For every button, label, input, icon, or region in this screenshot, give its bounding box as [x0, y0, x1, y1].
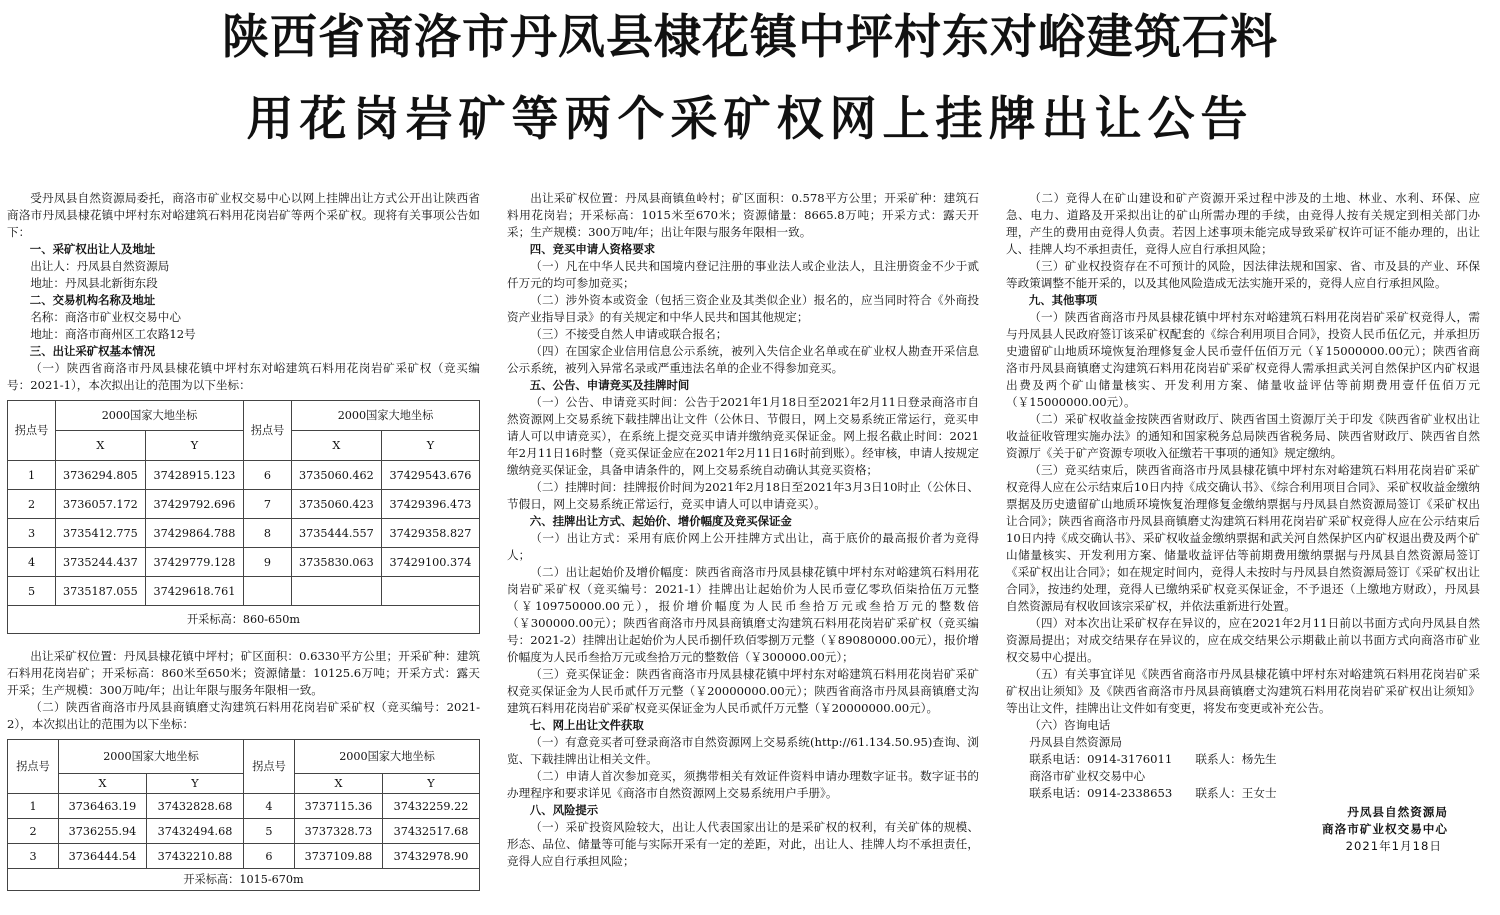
section-9-item-2: （二）采矿权收益金按陕西省财政厅、陕西省国土资源厅关于印发《陕西省矿业权出让收益征收管理实施办法》的通知和国家税务总局陕西省税务局、陕西省财政厅、陕西省自然资源厅《关于矿产资源专项收入征缴若干事项的通知》规定缴纳。 [1006, 412, 1480, 460]
section-3-heading: 三、出让采矿权基本情况 [29, 344, 156, 358]
cell: 37432259.22 [382, 794, 479, 819]
section-4-item-3: （三）不接受自然人申请或联合报名； [530, 327, 728, 341]
cell: 3735060.423 [291, 490, 381, 519]
cell: 4 [243, 794, 294, 819]
cell: 3735244.437 [56, 548, 146, 577]
header-x: X [291, 431, 381, 461]
contact-2-phone: 联系电话：0914-2338653 联系人：王女士 [1029, 786, 1277, 800]
cell: 1 [8, 461, 56, 490]
header-system: 2000国家大地坐标 [291, 401, 479, 431]
intro-paragraph: 受丹凤县自然资源局委托，商洛市矿业权交易中心以网上挂牌出让方式公开出让陕西省商洛市丹凤县棣花镇中坪村东对峪建筑石料用花岗岩矿等两个采矿权。现将有关事项公告如下： [7, 191, 480, 239]
section-8-heading: 八、风险提示 [529, 803, 599, 817]
cell: 1 [8, 794, 59, 819]
contact-2-org: 商洛市矿业权交易中心 [1029, 769, 1146, 783]
transferor-address: 地址：丹凤县北新街东段 [30, 276, 158, 290]
cell: 37429543.676 [381, 461, 479, 490]
section-9-item-4: （四）对本次出让采矿权存在异议的，应在2021年2月11日前以书面方式向丹凤县自然资源局提出；对成交结果存在异议的，应在成交结果公示期截止前以书面方式向商洛市矿业权交易中心提出。 [1006, 616, 1480, 664]
contact-1-org: 丹凤县自然资源局 [1029, 735, 1122, 749]
section-7-item-2: （二）申请人首次参加竞买，须携带相关有效证件资料申请办理数字证书。数字证书的办理程序和要求详见《商洛市自然资源网上交易系统用户手册》。 [507, 769, 979, 800]
table-row [8, 519, 480, 548]
header-point: 拐点号 [8, 740, 59, 794]
header-point: 拐点号 [243, 740, 294, 794]
section-9-item-5: （五）有关事宜详见《陕西省商洛市丹凤县棣花镇中坪村东对峪建筑石料用花岗岩矿采矿权出让须知》及《陕西省商洛市丹凤县商镇磨丈沟建筑石料用花岗岩矿采矿权出让须知》等出让文件，挂牌出让文件如有变更，将发布变更或补充公告。 [1006, 667, 1480, 715]
cell: 37432494.68 [146, 819, 243, 844]
table-row [8, 794, 480, 819]
cell: 4 [8, 548, 56, 577]
cell: 7 [243, 490, 291, 519]
section-5-heading: 五、公告、申请竞买及挂牌时间 [529, 378, 690, 392]
cell: 3737115.36 [294, 794, 382, 819]
cell [243, 577, 291, 606]
section-6-item-1: （一）出让方式：采用有底价网上公开挂牌方式出让，高于底价的最高报价者为竞得人； [507, 531, 979, 562]
cell: 3735412.775 [56, 519, 146, 548]
transferor-name: 出让人：丹凤县自然资源局 [30, 259, 170, 273]
header-x: X [294, 774, 382, 794]
column-1 [7, 190, 480, 897]
header-x: X [56, 431, 146, 461]
mine-2-intro: （二）陕西省商洛市丹凤县商镇磨丈沟建筑石料用花岗岩矿采矿权（竞买编号：2021-2），本次拟出让的范围为以下坐标： [7, 700, 480, 731]
header-y: Y [146, 774, 243, 794]
cell: 37432210.88 [146, 844, 243, 869]
cell: 37428915.123 [145, 461, 243, 490]
coordinate-table-2 [7, 739, 480, 891]
cell: 37429396.473 [381, 490, 479, 519]
section-9-heading: 九、其他事项 [1028, 293, 1098, 307]
section-8-item-2: （二）竞得人在矿山建设和矿产资源开采过程中涉及的土地、林业、水利、环保、应急、电力、道路及开采拟出让的矿山所需办理的手续，由竞得人按有关规定到相关部门办理，产生的费用由竞得人负责。若因上述事项未能完成导致采矿权许可证不能办理的，出让人、挂牌人均不承担责任，竞得人应自行承担风险； [1006, 191, 1480, 256]
coordinate-table-1 [7, 400, 480, 634]
cell: 3736057.172 [56, 490, 146, 519]
cell: 37429864.788 [145, 519, 243, 548]
table-row [8, 490, 480, 519]
cell: 3736294.805 [56, 461, 146, 490]
cell: 3736463.19 [59, 794, 147, 819]
cell: 3 [8, 844, 59, 869]
header-y: Y [381, 431, 479, 461]
cell: 37432517.68 [382, 819, 479, 844]
section-7-item-1: （一）有意竞买者可登录商洛市自然资源网上交易系统(http://61.134.50.95)查询、浏览、下载挂牌出让相关文件。 [507, 735, 979, 766]
agency-address: 地址：商洛市商州区工农路12号 [30, 327, 196, 341]
section-2-heading: 二、交易机构名称及地址 [29, 293, 156, 307]
section-6-item-2: （二）出让起始价及增价幅度：陕西省商洛市丹凤县棣花镇中坪村东对峪建筑石料用花岗岩矿采矿权（竞买编号：2021-1）挂牌出让起始价为人民币壹亿零玖佰柒拾伍万元整（￥109750000.00元），报价增价幅度为人民币叁拾万元或叁拾万元的整数倍（￥300000.00元）；陕西省商洛市丹凤县商镇磨丈沟建筑石料用花岗岩矿采矿权（竞买编号：2021-2）挂牌出让起始价为人民币捌仟玖佰零捌万元整（￥89080000.00元），报价增价幅度为人民币叁拾万元或叁拾万元的整数倍（￥300000.00元）； [507, 565, 979, 664]
cell: 6 [243, 844, 294, 869]
cell: 3737109.88 [294, 844, 382, 869]
signature-1: 丹凤县自然资源局 [1347, 805, 1448, 819]
agency-name: 名称：商洛市矿业权交易中心 [30, 310, 181, 324]
section-9-item-1: （一）陕西省商洛市丹凤县棣花镇中坪村东对峪建筑石料用花岗岩矿采矿权竞得人，需与丹凤县人民政府签订该采矿权配套的《综合利用项目合同》，投资人民币伍亿元，并承担历史遗留矿山地质环境恢复治理修复金人民币壹仟伍佰万元（￥15000000.00元）；陕西省商洛市丹凤县商镇磨丈沟建筑石料用花岗岩矿采矿权竞得人需承担武关河自然保护区内矿权退出费及两个矿山储量核实、开发利用方案、储量收益评估等前期费用壹仟伍佰万元（￥15000000.00元）。 [1006, 310, 1480, 409]
mine-1-intro: （一）陕西省商洛市丹凤县棣花镇中坪村东对峪建筑石料用花岗岩矿采矿权（竞买编号：2021-1），本次拟出让的范围为以下坐标： [7, 361, 480, 392]
cell: 37432828.68 [146, 794, 243, 819]
cell: 3 [8, 519, 56, 548]
title-line-2: 用花岗岩矿等两个采矿权网上挂牌出让公告 [246, 92, 1254, 147]
section-1-heading: 一、采矿权出让人及地址 [29, 242, 156, 256]
contact-1-phone: 联系电话：0914-3176011 联系人：杨先生 [1029, 752, 1277, 766]
section-9-item-3: （三）竞买结束后，陕西省商洛市丹凤县棣花镇中坪村东对峪建筑石料用花岗岩矿采矿权竞得人应在公示结束后10日内持《成交确认书》、《综合利用项目合同》、采矿权收益金缴纳票据及历史遗留矿山地质环境恢复治理修复金缴纳票据与丹凤县自然资源局签订《采矿权出让合同》；陕西省商洛市丹凤县商镇磨丈沟建筑石料用花岗岩矿采矿权竞得人应在公示结束后10日内持《成交确认书》、采矿权收益金缴纳票据和武关河自然保护区内矿权退出费及两个矿山储量核实、开发利用方案、储量收益评估等前期费用缴纳票据与丹凤县自然资源局签订《采矿权出让合同》；如在规定时间内，竞得人未按时与丹凤县自然资源局签订《采矿权出让合同》，按违约处理，竞得人已缴纳采矿权竞买保证金，不予退还（上缴地方财政），丹凤县自然资源局有权收回该宗采矿权，并依法重新进行处置。 [1006, 463, 1480, 613]
header-system: 2000国家大地坐标 [56, 401, 244, 431]
cell [291, 577, 381, 606]
section-4-item-4: （四）在国家企业信用信息公示系统，被列入失信企业名单或在矿业权人勘查开采信息公示系统，被列入异常名录或严重违法名单的企业不得参加竞买。 [507, 344, 979, 375]
cell: 3737328.73 [294, 819, 382, 844]
table-row [8, 844, 480, 869]
section-8-item-1: （一）采矿投资风险较大，出让人代表国家出让的是采矿权的权利，有关矿体的规模、形态、品位、储量等可能与实际开采有一定的差距，对此，出让人、挂牌人均不承担责任，竞得人应自行承担风险； [507, 820, 979, 868]
header-point: 拐点号 [8, 401, 56, 461]
cell: 3735830.063 [291, 548, 381, 577]
section-6-heading: 六、挂牌出让方式、起始价、增价幅度及竞买保证金 [529, 514, 792, 528]
section-6-item-3: （三）竞买保证金：陕西省商洛市丹凤县棣花镇中坪村东对峪建筑石料用花岗岩矿采矿权竞买保证金为人民币贰仟万元整（￥20000000.00元）；陕西省商洛市丹凤县商镇磨丈沟建筑石料用花岗岩矿采矿权竞买保证金为人民币贰仟万元整（￥20000000.00元）。 [507, 667, 979, 715]
cell: 3735444.557 [291, 519, 381, 548]
cell: 2 [8, 819, 59, 844]
cell: 6 [243, 461, 291, 490]
table-2-footer: 开采标高：1015-670m [8, 869, 480, 891]
mine-1-details: 出让采矿权位置：丹凤县棣花镇中坪村；矿区面积：0.6330平方公里；开采矿种：建筑石料用花岗岩矿；开采标高：860米至650米；资源储量：10125.6万吨；开采方式：露天开采；生产规模：300万吨/年；出让年限与服务年限相一致。 [7, 649, 480, 697]
section-4-item-2: （二）涉外资本或资金（包括三资企业及其类似企业）报名的，应当同时符合《外商投资产业指导目录》的有关规定和中华人民共和国其他规定； [507, 293, 979, 324]
section-7-heading: 七、网上出让文件获取 [529, 718, 644, 732]
cell: 5 [8, 577, 56, 606]
section-5-item-1: （一）公告、申请竞买时间：公告于2021年1月18日至2021年2月11日登录商洛市自然资源网上交易系统下载挂牌出让文件（公休日、节假日，网上交易系统正常运行，竞买申请人可以申请竞买），在系统上提交竞买申请并缴纳竞买保证金。网上报名截止时间：2021年2月11日16时整（竞买保证金应在2021年2月11日16时前到账）。经审核，申请人按规定缴纳竞买保证金，具备申请条件的，网上交易系统自动确认其竞买资格； [507, 395, 979, 477]
cell: 37429792.696 [145, 490, 243, 519]
cell: 8 [243, 519, 291, 548]
cell: 2 [8, 490, 56, 519]
cell: 37432978.90 [382, 844, 479, 869]
cell: 37429358.827 [381, 519, 479, 548]
header-x: X [59, 774, 147, 794]
section-4-heading: 四、竞买申请人资格要求 [529, 242, 656, 256]
column-3 [1006, 190, 1480, 855]
header-system: 2000国家大地坐标 [294, 740, 479, 774]
table-row [8, 819, 480, 844]
section-9-item-6: （六）咨询电话 [1029, 718, 1111, 732]
table-row [8, 548, 480, 577]
table-row [8, 461, 480, 490]
column-2 [507, 190, 979, 870]
section-4-item-1: （一）凡在中华人民共和国境内登记注册的事业法人或企业法人，且注册资金不少于贰仟万元的均可参加竞买； [507, 259, 979, 290]
mine-2-details: 出让采矿权位置：丹凤县商镇鱼岭村；矿区面积：0.578平方公里；开采矿种：建筑石料用花岗岩；开采标高：1015米至670米；资源储量：8665.8万吨；开采方式：露天开采；生产规模：300万吨/年；出让年限与服务年限相一致。 [507, 191, 979, 239]
cell: 37429779.128 [145, 548, 243, 577]
cell: 3736444.54 [59, 844, 147, 869]
cell: 3735060.462 [291, 461, 381, 490]
header-y: Y [382, 774, 479, 794]
header-y: Y [145, 431, 243, 461]
signature-2: 商洛市矿业权交易中心 [1322, 822, 1448, 836]
cell: 37429618.761 [145, 577, 243, 606]
section-8-item-3: （三）矿业权投资存在不可预计的风险，因法律法规和国家、省、市及县的产业、环保等政策调整不能开采的，以及其他风险造成无法实施开采的，竞得人应自行承担风险。 [1006, 259, 1480, 290]
publication-date: 2021年1月18日 [1345, 839, 1442, 853]
cell: 9 [243, 548, 291, 577]
cell [381, 577, 479, 606]
section-5-item-2: （二）挂牌时间：挂牌报价时间为2021年2月18日至2021年3月3日10时止（公休日、节假日，网上交易系统正常运行，竞买申请人可以申请竞买）。 [507, 480, 979, 511]
table-1-footer: 开采标高：860-650m [8, 606, 480, 634]
cell: 3736255.94 [59, 819, 147, 844]
cell: 5 [243, 819, 294, 844]
header-point: 拐点号 [243, 401, 291, 461]
table-row [8, 577, 480, 606]
title-line-1: 陕西省商洛市丹凤县棣花镇中坪村东对峪建筑石料 [222, 10, 1278, 65]
header-system: 2000国家大地坐标 [59, 740, 244, 774]
cell: 3735187.055 [56, 577, 146, 606]
cell: 37429100.374 [381, 548, 479, 577]
